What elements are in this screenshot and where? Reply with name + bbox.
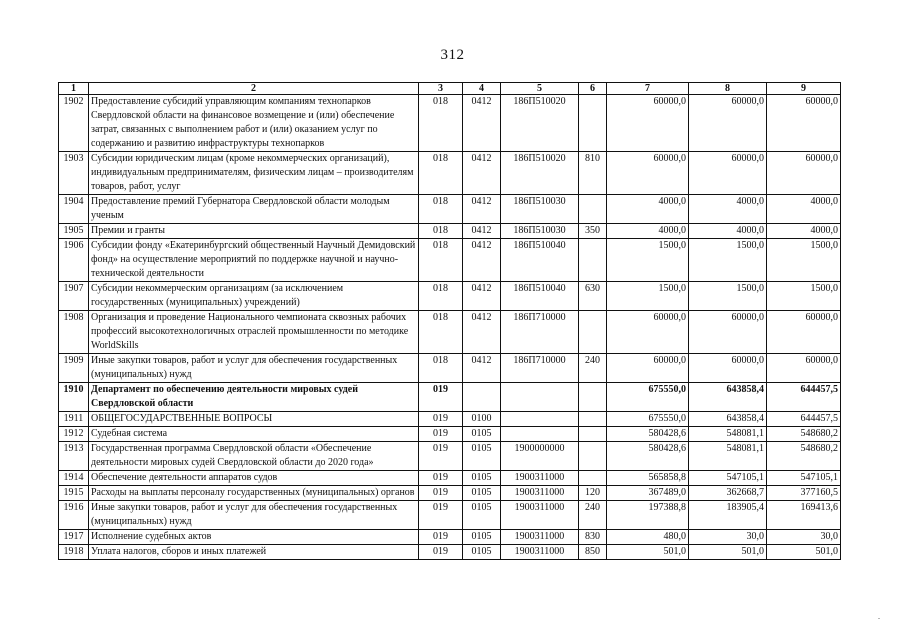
agency-code-cell: 019 bbox=[419, 383, 463, 412]
amount-cell-col7: 565858,8 bbox=[607, 471, 689, 486]
amount-cell-col7: 4000,0 bbox=[607, 195, 689, 224]
expense-type-cell: 830 bbox=[579, 530, 607, 545]
amount-cell-col8: 548081,1 bbox=[689, 427, 767, 442]
target-code-cell bbox=[501, 383, 579, 412]
expense-type-cell bbox=[579, 412, 607, 427]
amount-cell-col8: 362668,7 bbox=[689, 486, 767, 501]
amount-cell-col8: 501,0 bbox=[689, 545, 767, 560]
table-row bbox=[59, 224, 841, 239]
table-row bbox=[59, 530, 841, 545]
section-code-cell: 0105 bbox=[463, 442, 501, 471]
item-name-cell: Иные закупки товаров, работ и услуг для обеспечения государственных (муниципальных) нужд bbox=[89, 501, 419, 530]
amount-cell-col9: 548680,2 bbox=[767, 442, 841, 471]
header-cell: 7 bbox=[607, 83, 689, 95]
section-code-cell: 0105 bbox=[463, 545, 501, 560]
agency-code-cell: 018 bbox=[419, 354, 463, 383]
row-number-cell: 1910 bbox=[59, 383, 89, 412]
section-code-cell: 0105 bbox=[463, 486, 501, 501]
target-code-cell bbox=[501, 427, 579, 442]
expense-type-cell bbox=[579, 95, 607, 152]
amount-cell-col7: 60000,0 bbox=[607, 152, 689, 195]
amount-cell-col7: 60000,0 bbox=[607, 311, 689, 354]
header-row bbox=[59, 83, 841, 95]
item-name-cell: ОБЩЕГОСУДАРСТВЕННЫЕ ВОПРОСЫ bbox=[89, 412, 419, 427]
item-name-cell: Обеспечение деятельности аппаратов судов bbox=[89, 471, 419, 486]
row-number-cell: 1903 bbox=[59, 152, 89, 195]
item-name-cell: Уплата налогов, сборов и иных платежей bbox=[89, 545, 419, 560]
agency-code-cell: 019 bbox=[419, 501, 463, 530]
table-row bbox=[59, 486, 841, 501]
item-name-cell: Организация и проведение Национального чемпионата сквозных рабочих профессий высокотехнологичных отраслей промышленности по методике WorldSkills bbox=[89, 311, 419, 354]
expense-type-cell: 240 bbox=[579, 354, 607, 383]
agency-code-cell: 019 bbox=[419, 442, 463, 471]
amount-cell-col8: 4000,0 bbox=[689, 224, 767, 239]
section-code-cell: 0100 bbox=[463, 412, 501, 427]
expense-type-cell bbox=[579, 427, 607, 442]
amount-cell-col9: 60000,0 bbox=[767, 354, 841, 383]
amount-cell-col9: 1500,0 bbox=[767, 282, 841, 311]
table-row bbox=[59, 354, 841, 383]
amount-cell-col9: 644457,5 bbox=[767, 412, 841, 427]
agency-code-cell: 018 bbox=[419, 239, 463, 282]
agency-code-cell: 019 bbox=[419, 412, 463, 427]
row-number-cell: 1913 bbox=[59, 442, 89, 471]
amount-cell-col9: 644457,5 bbox=[767, 383, 841, 412]
expense-type-cell bbox=[579, 442, 607, 471]
section-code-cell: 0412 bbox=[463, 95, 501, 152]
agency-code-cell: 018 bbox=[419, 195, 463, 224]
expense-type-cell: 120 bbox=[579, 486, 607, 501]
amount-cell-col9: 60000,0 bbox=[767, 311, 841, 354]
target-code-cell: 186П510040 bbox=[501, 282, 579, 311]
target-code-cell bbox=[501, 412, 579, 427]
agency-code-cell: 019 bbox=[419, 486, 463, 501]
amount-cell-col8: 643858,4 bbox=[689, 383, 767, 412]
row-number-cell: 1912 bbox=[59, 427, 89, 442]
section-code-cell: 0412 bbox=[463, 239, 501, 282]
agency-code-cell: 019 bbox=[419, 530, 463, 545]
row-number-cell: 1918 bbox=[59, 545, 89, 560]
header-cell: 8 bbox=[689, 83, 767, 95]
row-number-cell: 1917 bbox=[59, 530, 89, 545]
row-number-cell: 1904 bbox=[59, 195, 89, 224]
amount-cell-col8: 547105,1 bbox=[689, 471, 767, 486]
amount-cell-col7: 1500,0 bbox=[607, 282, 689, 311]
item-name-cell: Судебная система bbox=[89, 427, 419, 442]
amount-cell-col7: 197388,8 bbox=[607, 501, 689, 530]
item-name-cell: Исполнение судебных актов bbox=[89, 530, 419, 545]
amount-cell-col7: 4000,0 bbox=[607, 224, 689, 239]
header-cell: 4 bbox=[463, 83, 501, 95]
expense-type-cell bbox=[579, 383, 607, 412]
row-number-cell: 1911 bbox=[59, 412, 89, 427]
item-name-cell: Субсидии некоммерческим организациям (за исключением государственных (муниципальных) учреждений) bbox=[89, 282, 419, 311]
row-number-cell: 1915 bbox=[59, 486, 89, 501]
header-cell: 1 bbox=[59, 83, 89, 95]
amount-cell-col8: 643858,4 bbox=[689, 412, 767, 427]
row-number-cell: 1914 bbox=[59, 471, 89, 486]
target-code-cell: 186П510030 bbox=[501, 195, 579, 224]
expense-type-cell bbox=[579, 195, 607, 224]
section-code-cell: 0412 bbox=[463, 354, 501, 383]
row-number-cell: 1905 bbox=[59, 224, 89, 239]
expense-type-cell bbox=[579, 239, 607, 282]
table-row bbox=[59, 239, 841, 282]
scan-mark: . bbox=[878, 612, 880, 621]
row-number-cell: 1902 bbox=[59, 95, 89, 152]
table-row bbox=[59, 471, 841, 486]
row-number-cell: 1908 bbox=[59, 311, 89, 354]
section-code-cell: 0105 bbox=[463, 471, 501, 486]
target-code-cell: 1900311000 bbox=[501, 501, 579, 530]
amount-cell-col7: 60000,0 bbox=[607, 354, 689, 383]
target-code-cell: 186П510020 bbox=[501, 95, 579, 152]
target-code-cell: 186П710000 bbox=[501, 311, 579, 354]
section-code-cell bbox=[463, 383, 501, 412]
amount-cell-col7: 580428,6 bbox=[607, 442, 689, 471]
amount-cell-col7: 580428,6 bbox=[607, 427, 689, 442]
target-code-cell: 1900311000 bbox=[501, 530, 579, 545]
item-name-cell: Премии и гранты bbox=[89, 224, 419, 239]
amount-cell-col8: 1500,0 bbox=[689, 239, 767, 282]
agency-code-cell: 019 bbox=[419, 545, 463, 560]
amount-cell-col9: 60000,0 bbox=[767, 152, 841, 195]
agency-code-cell: 018 bbox=[419, 282, 463, 311]
item-name-cell: Государственная программа Свердловской области «Обеспечение деятельности мировых судей Свердловской области до 2020 года» bbox=[89, 442, 419, 471]
header-cell: 5 bbox=[501, 83, 579, 95]
agency-code-cell: 018 bbox=[419, 311, 463, 354]
header-cell: 6 bbox=[579, 83, 607, 95]
target-code-cell: 186П510040 bbox=[501, 239, 579, 282]
page-number: 312 bbox=[440, 47, 465, 63]
amount-cell-col7: 60000,0 bbox=[607, 95, 689, 152]
agency-code-cell: 019 bbox=[419, 471, 463, 486]
table-row bbox=[59, 501, 841, 530]
amount-cell-col7: 367489,0 bbox=[607, 486, 689, 501]
target-code-cell: 186П510030 bbox=[501, 224, 579, 239]
amount-cell-col9: 4000,0 bbox=[767, 224, 841, 239]
section-code-cell: 0412 bbox=[463, 311, 501, 354]
table-row bbox=[59, 442, 841, 471]
section-code-cell: 0412 bbox=[463, 282, 501, 311]
header-cell: 9 bbox=[767, 83, 841, 95]
target-code-cell: 1900311000 bbox=[501, 471, 579, 486]
table-row bbox=[59, 282, 841, 311]
amount-cell-col8: 60000,0 bbox=[689, 152, 767, 195]
amount-cell-col8: 548081,1 bbox=[689, 442, 767, 471]
table-row bbox=[59, 152, 841, 195]
target-code-cell: 1900311000 bbox=[501, 545, 579, 560]
section-code-cell: 0412 bbox=[463, 195, 501, 224]
item-name-cell: Предоставление субсидий управляющим компаниям технопарков Свердловской области на финансовое возмещение и (или) обеспечение затрат, связанных с выполнением работ и (или) оказанием услуг по содержанию и развитию инфраструктуры технопарков bbox=[89, 95, 419, 152]
expense-type-cell: 850 bbox=[579, 545, 607, 560]
table-row bbox=[59, 311, 841, 354]
item-name-cell: Расходы на выплаты персоналу государственных (муниципальных) органов bbox=[89, 486, 419, 501]
amount-cell-col7: 1500,0 bbox=[607, 239, 689, 282]
row-number-cell: 1907 bbox=[59, 282, 89, 311]
amount-cell-col9: 60000,0 bbox=[767, 95, 841, 152]
expense-type-cell bbox=[579, 311, 607, 354]
item-name-cell: Иные закупки товаров, работ и услуг для обеспечения государственных (муниципальных) нужд bbox=[89, 354, 419, 383]
expense-type-cell bbox=[579, 471, 607, 486]
amount-cell-col8: 60000,0 bbox=[689, 95, 767, 152]
item-name-cell: Субсидии юридическим лицам (кроме некоммерческих организаций), индивидуальным предпринимателям, физическим лицам – производителям товаров, работ, услуг bbox=[89, 152, 419, 195]
item-name-cell: Предоставление премий Губернатора Свердловской области молодым ученым bbox=[89, 195, 419, 224]
agency-code-cell: 018 bbox=[419, 95, 463, 152]
budget-table bbox=[58, 82, 841, 560]
amount-cell-col7: 675550,0 bbox=[607, 383, 689, 412]
section-code-cell: 0105 bbox=[463, 427, 501, 442]
agency-code-cell: 018 bbox=[419, 152, 463, 195]
amount-cell-col8: 1500,0 bbox=[689, 282, 767, 311]
table-row bbox=[59, 383, 841, 412]
item-name-cell: Департамент по обеспечению деятельности мировых судей Свердловской области bbox=[89, 383, 419, 412]
table-row bbox=[59, 545, 841, 560]
table-row bbox=[59, 427, 841, 442]
agency-code-cell: 018 bbox=[419, 224, 463, 239]
amount-cell-col9: 169413,6 bbox=[767, 501, 841, 530]
amount-cell-col8: 183905,4 bbox=[689, 501, 767, 530]
section-code-cell: 0105 bbox=[463, 501, 501, 530]
target-code-cell: 1900000000 bbox=[501, 442, 579, 471]
item-name-cell: Субсидии фонду «Екатеринбургский общественный Научный Демидовский фонд» на осуществление мероприятий по поддержке научной и научно-технической деятельности bbox=[89, 239, 419, 282]
amount-cell-col9: 547105,1 bbox=[767, 471, 841, 486]
table-row bbox=[59, 195, 841, 224]
amount-cell-col9: 30,0 bbox=[767, 530, 841, 545]
amount-cell-col9: 548680,2 bbox=[767, 427, 841, 442]
amount-cell-col9: 377160,5 bbox=[767, 486, 841, 501]
row-number-cell: 1916 bbox=[59, 501, 89, 530]
table-row bbox=[59, 412, 841, 427]
section-code-cell: 0412 bbox=[463, 224, 501, 239]
amount-cell-col9: 4000,0 bbox=[767, 195, 841, 224]
target-code-cell: 1900311000 bbox=[501, 486, 579, 501]
header-cell: 3 bbox=[419, 83, 463, 95]
amount-cell-col9: 1500,0 bbox=[767, 239, 841, 282]
agency-code-cell: 019 bbox=[419, 427, 463, 442]
section-code-cell: 0105 bbox=[463, 530, 501, 545]
row-number-cell: 1906 bbox=[59, 239, 89, 282]
table-row bbox=[59, 95, 841, 152]
amount-cell-col7: 501,0 bbox=[607, 545, 689, 560]
table-body bbox=[59, 95, 841, 560]
section-code-cell: 0412 bbox=[463, 152, 501, 195]
expense-type-cell: 630 bbox=[579, 282, 607, 311]
expense-type-cell: 350 bbox=[579, 224, 607, 239]
amount-cell-col7: 480,0 bbox=[607, 530, 689, 545]
target-code-cell: 186П510020 bbox=[501, 152, 579, 195]
amount-cell-col8: 4000,0 bbox=[689, 195, 767, 224]
expense-type-cell: 810 bbox=[579, 152, 607, 195]
amount-cell-col8: 60000,0 bbox=[689, 311, 767, 354]
amount-cell-col7: 675550,0 bbox=[607, 412, 689, 427]
amount-cell-col8: 60000,0 bbox=[689, 354, 767, 383]
expense-type-cell: 240 bbox=[579, 501, 607, 530]
target-code-cell: 186П710000 bbox=[501, 354, 579, 383]
row-number-cell: 1909 bbox=[59, 354, 89, 383]
header-cell: 2 bbox=[89, 83, 419, 95]
amount-cell-col8: 30,0 bbox=[689, 530, 767, 545]
amount-cell-col9: 501,0 bbox=[767, 545, 841, 560]
